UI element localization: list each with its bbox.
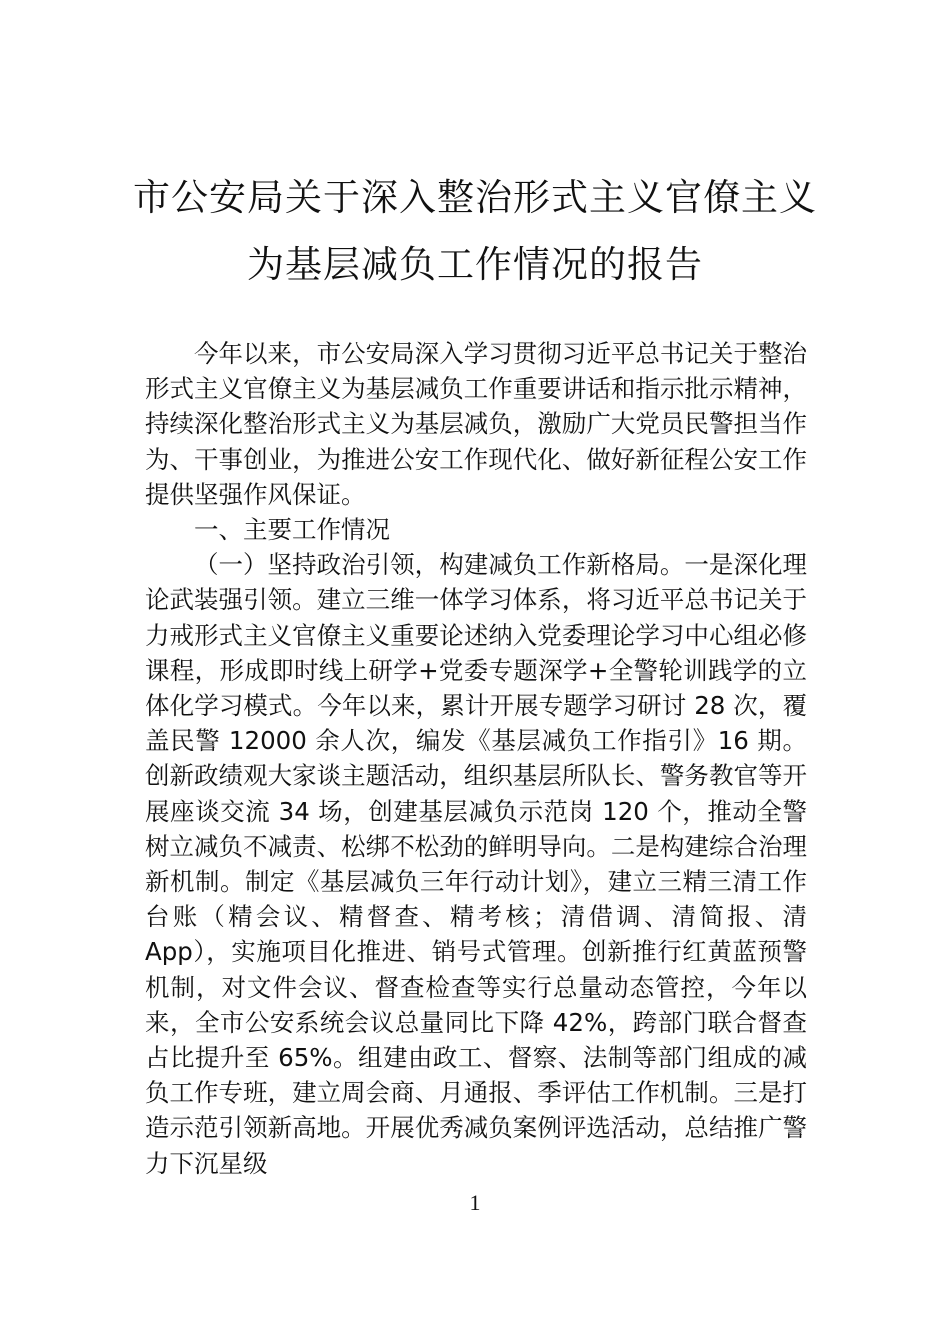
section-heading: 一、主要工作情况 <box>194 515 390 545</box>
intro-paragraph: 今年以来，市公安局深入学习贯彻习近平总书记关于整治形式主义官僚主义为基层减负工作重要讲话和指示批示精神，持续深化整治形式主义为基层减负，激励广大党员民警担当作为、干事创业，为推进公安工作现代化、做好新征程公安工作提供坚强作风保证。 <box>145 339 807 509</box>
page-number: 1 <box>469 1190 481 1215</box>
document-title-line-2: 为基层减负工作情况的报告 <box>247 243 703 286</box>
body-paragraph: （一）坚持政治引领，构建减负工作新格局。一是深化理论武装强引领。建立三维一体学习体系，将习近平总书记关于力戒形式主义官僚主义重要论述纳入党委理论学习中心组必修课程，形成即时线上研学+党委专题深学+全警轮训践学的立体化学习模式。今年以来，累计开展专题学习研讨 28 次，覆盖民警 12000 余人次，编发《基层减负工作指引》16 期。创新政绩观大家谈主题活动，组织基层所队长、警务教官等开展座谈交流 34 场，创建基层减负示范岗 120 个，推动全警树立减负不减责、松绑不松劲的鲜明导向。二是构建综合治理新机制。制定《基层减负三年行动计划》，建立三精三清工作台账（精会议、精督查、精考核；清借调、清简报、清 App），实施项目化推进、销号式管理。创新推行红黄蓝预警机制，对文件会议、督查检查等实行总量动态管控，今年以来，全市公安系统会议总量同比下降 42%，跨部门联合督查占比提升至 65%。组建由政工、督察、法制等部门组成的减负工作专班，建立周会商、月通报、季评估工作机制。三是打造示范引领新高地。开展优秀减负案例评选活动，总结推广警力下沉星级 <box>145 550 807 1178</box>
document-body <box>145 336 807 1181</box>
document-title-line-1: 市公安局关于深入整治形式主义官僚主义 <box>133 176 817 219</box>
